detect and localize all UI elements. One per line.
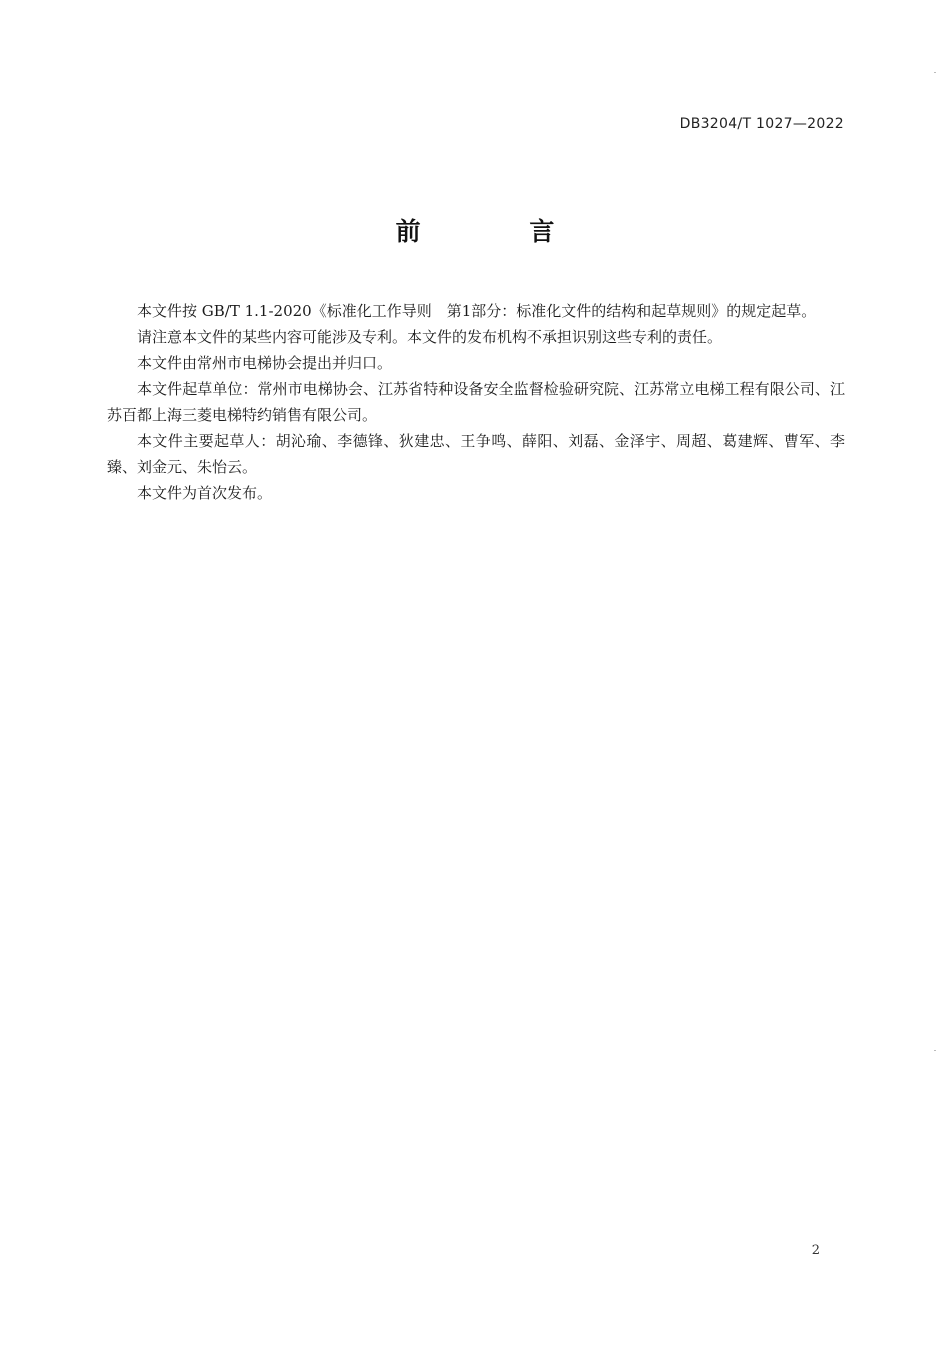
foreword-body — [107, 298, 845, 506]
paragraph-drafting-rules: 本文件按 GB/T 1.1-2020《标准化工作导则 第1部分：标准化文件的结构和起草规则》的规定起草。 — [137, 302, 817, 320]
paragraph-drafting-units: 本文件起草单位：常州市电梯协会、江苏省特种设备安全监督检验研究院、江苏常立电梯工程有限公司、江苏百都上海三菱电梯特约销售有限公司。 — [107, 380, 845, 424]
scan-speck — [934, 72, 936, 73]
paragraph-patent-notice: 请注意本文件的某些内容可能涉及专利。本文件的发布机构不承担识别这些专利的责任。 — [137, 328, 723, 346]
page-title: 前 言 — [395, 217, 605, 246]
page-number: 2 — [811, 1243, 820, 1258]
document-code: DB3204/T 1027—2022 — [679, 116, 844, 132]
paragraph-first-release: 本文件为首次发布。 — [137, 484, 273, 502]
scan-speck — [934, 1050, 936, 1051]
paragraph-proposer: 本文件由常州市电梯协会提出并归口。 — [137, 354, 393, 372]
paragraph-drafters: 本文件主要起草人：胡沁瑜、李德锋、狄建忠、王争鸣、薛阳、刘磊、金泽宇、周超、葛建辉、曹军、李臻、刘金元、朱怡云。 — [107, 432, 845, 476]
